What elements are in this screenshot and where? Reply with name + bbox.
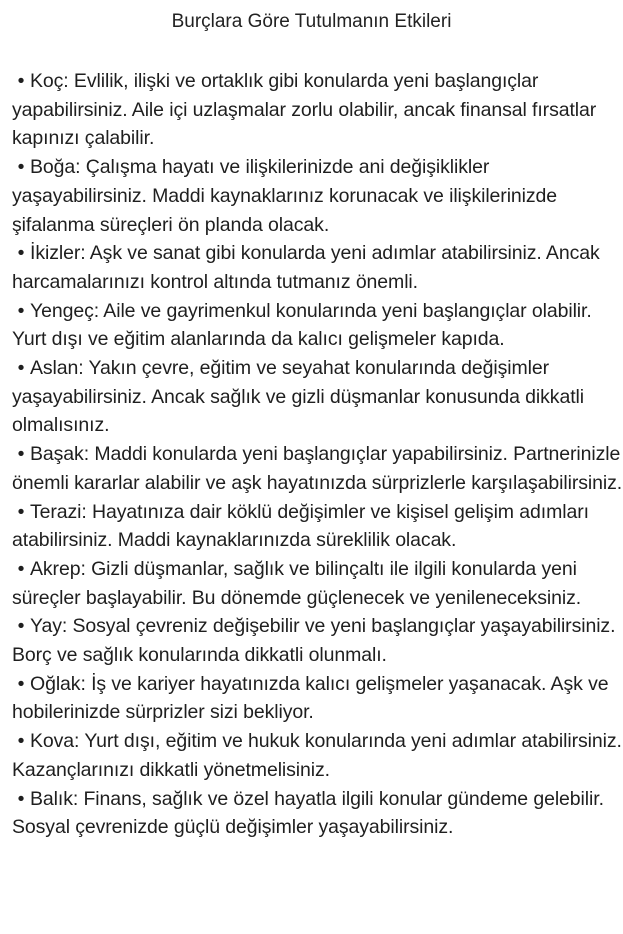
bullet-icon: • — [17, 557, 25, 580]
bullet-icon: • — [17, 672, 25, 695]
list-item-balik — [12, 785, 623, 842]
list-item-text: Boğa: Çalışma hayatı ve ilişkilerinizde ani değişiklikler yaşayabilirsiniz. Maddi kaynaklarınız korunacak ve ilişkilerinizde şifalanma süreçleri ön planda olacak. — [12, 156, 558, 236]
list-item-boga — [12, 153, 623, 239]
list-item-text: Yengeç: Aile ve gayrimenkul konularında yeni başlangıçlar olabilir. Yurt dışı ve eğitim alanlarında da kalıcı gelişmeler kapıda. — [12, 299, 592, 351]
bullet-icon: • — [17, 156, 25, 179]
list-item-text: Balık: Finans, sağlık ve özel hayatla ilgili konular gündeme gelebilir. Sosyal çevrenizde güçlü değişimler yaşayabilirsiniz. — [12, 787, 604, 839]
list-item-aslan — [12, 354, 623, 440]
bullet-icon: • — [17, 357, 25, 380]
list-item-basak — [12, 440, 623, 497]
bullet-icon: • — [17, 787, 25, 810]
list-item-text: Akrep: Gizli düşmanlar, sağlık ve bilinçaltı ile ilgili konularda yeni süreçler başlayabilir. Bu dönemde güçlenecek ve yenileneceksiniz. — [12, 557, 582, 609]
list-item-akrep — [12, 555, 623, 612]
bullet-icon: • — [17, 730, 25, 753]
list-item-ikizler — [12, 239, 623, 296]
list-item-text: İkizler: Aşk ve sanat gibi konularda yeni adımlar atabilirsiniz. Ancak harcamalarınızı kontrol altında tutmanız önemli. — [12, 242, 600, 293]
list-item-yay — [12, 612, 623, 669]
list-item-koc — [12, 67, 623, 153]
bullet-icon: • — [17, 500, 25, 523]
zodiac-effects-list — [12, 67, 623, 842]
bullet-icon: • — [17, 242, 25, 265]
list-item-oglak — [12, 670, 623, 727]
document-title: Burçlara Göre Tutulmanın Etkileri — [171, 11, 452, 32]
list-item-text: Kova: Yurt dışı, eğitim ve hukuk konularında yeni adımlar atabilirsiniz. Kazançlarınızı dikkatli yönetmelisiniz. — [12, 730, 622, 781]
list-item-text: Aslan: Yakın çevre, eğitim ve seyahat konularında değişimler yaşayabilirsiniz. Ancak sağlık ve gizli düşmanlar konusunda dikkatli olmalısınız. — [12, 357, 584, 437]
list-item-text: Oğlak: İş ve kariyer hayatınızda kalıcı gelişmeler yaşanacak. Aşk ve hobilerinizde sürprizler sizi bekliyor. — [12, 672, 609, 724]
bullet-icon: • — [17, 70, 25, 92]
bullet-icon: • — [17, 615, 25, 638]
bullet-icon: • — [17, 443, 25, 466]
list-item-yengec — [12, 297, 623, 354]
list-item-text: Başak: Maddi konularda yeni başlangıçlar yapabilirsiniz. Partnerinizle önemli kararlar alabilir ve aşk hayatınızda sürprizlerle karşılaşabilirsiniz. — [12, 443, 623, 494]
list-item-kova — [12, 727, 623, 784]
list-item-terazi — [12, 498, 623, 555]
list-item-text: Terazi: Hayatınıza dair köklü değişimler ve kişisel gelişim adımları atabilirsiniz. Maddi kaynaklarınızda süreklilik olacak. — [12, 500, 589, 552]
list-item-text: Koç: Evlilik, ilişki ve ortaklık gibi konularda yeni başlangıçlar yapabilirsiniz. Aile içi uzlaşmalar zorlu olabilir, ancak finansal fırsatlar kapınızı çalabilir. — [12, 70, 597, 150]
list-item-text: Yay: Sosyal çevreniz değişebilir ve yeni başlangıçlar yaşayabilirsiniz. Borç ve sağlık konularında dikkatli olunmalı. — [12, 615, 616, 667]
bullet-icon: • — [17, 299, 25, 322]
